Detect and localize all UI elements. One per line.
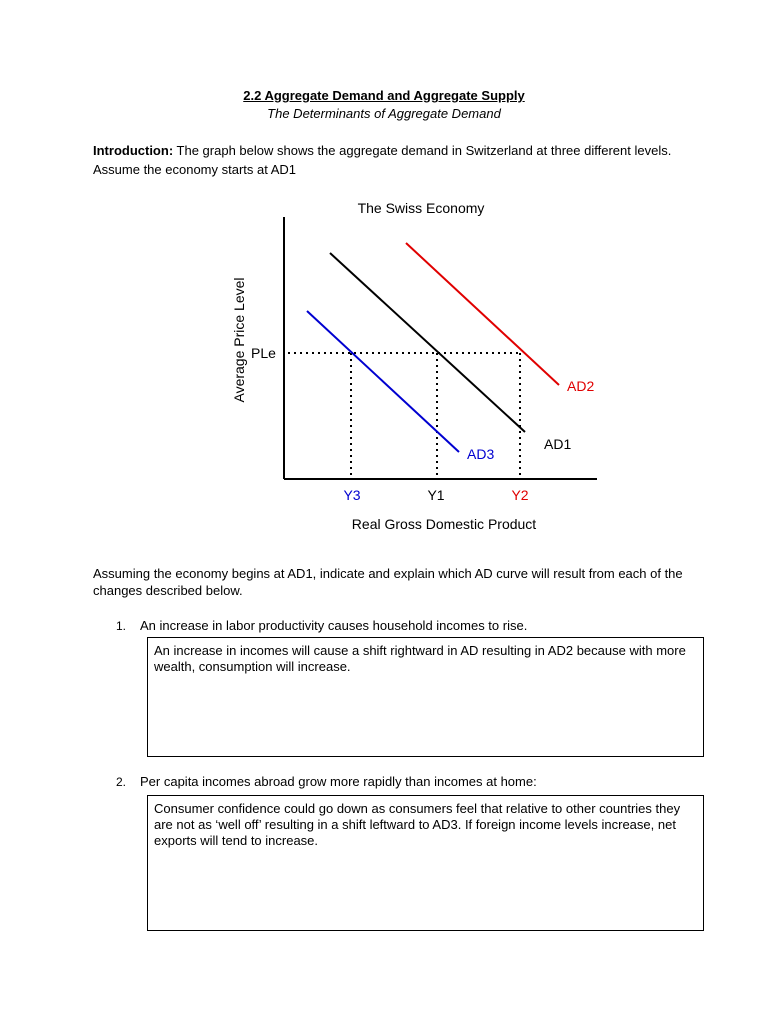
ad1-curve [330, 253, 525, 432]
y3-tick-label: Y3 [343, 487, 361, 503]
question-1-text: An increase in labor productivity causes household incomes to rise. [140, 618, 528, 633]
x-axis-label: Real Gross Domestic Product [351, 516, 537, 532]
price-level-label: PLe [251, 345, 276, 361]
ad1-label: AD1 [544, 436, 572, 452]
ad2-curve [406, 243, 559, 385]
ad3-label: AD3 [467, 446, 495, 462]
y1-tick-label: Y1 [427, 487, 445, 503]
chart-title: The Swiss Economy [357, 200, 485, 216]
intro-label: Introduction: [93, 143, 174, 158]
intro-text: The graph below shows the aggregate demand in Switzerland at three different levels. Assume the economy starts at AD1 [93, 143, 672, 177]
page-subtitle: The Determinants of Aggregate Demand [267, 106, 501, 121]
y-axis-label: Average Price Level [231, 277, 247, 403]
y2-tick-label: Y2 [511, 487, 529, 503]
ad2-label: AD2 [567, 378, 595, 394]
page-title: 2.2 Aggregate Demand and Aggregate Supply [243, 88, 525, 103]
instructions: Assuming the economy begins at AD1, indicate and explain which AD curve will result from each of the changes described below. [93, 566, 683, 598]
answer-box-1[interactable]: An increase in incomes will cause a shift rightward in AD resulting in AD2 because with more wealth, consumption will increase. [147, 637, 704, 757]
ad3-curve [307, 311, 459, 452]
question-2-number: 2. [116, 775, 127, 789]
answer-box-2[interactable]: Consumer confidence could go down as consumers feel that relative to other countries they are not as ‘well off’ resulting in a shift leftward to AD3. If foreign income levels increase, net exports will tend to increase. [147, 795, 704, 931]
question-1-number: 1. [116, 619, 127, 633]
question-2-text: Per capita incomes abroad grow more rapidly than incomes at home: [140, 774, 537, 789]
